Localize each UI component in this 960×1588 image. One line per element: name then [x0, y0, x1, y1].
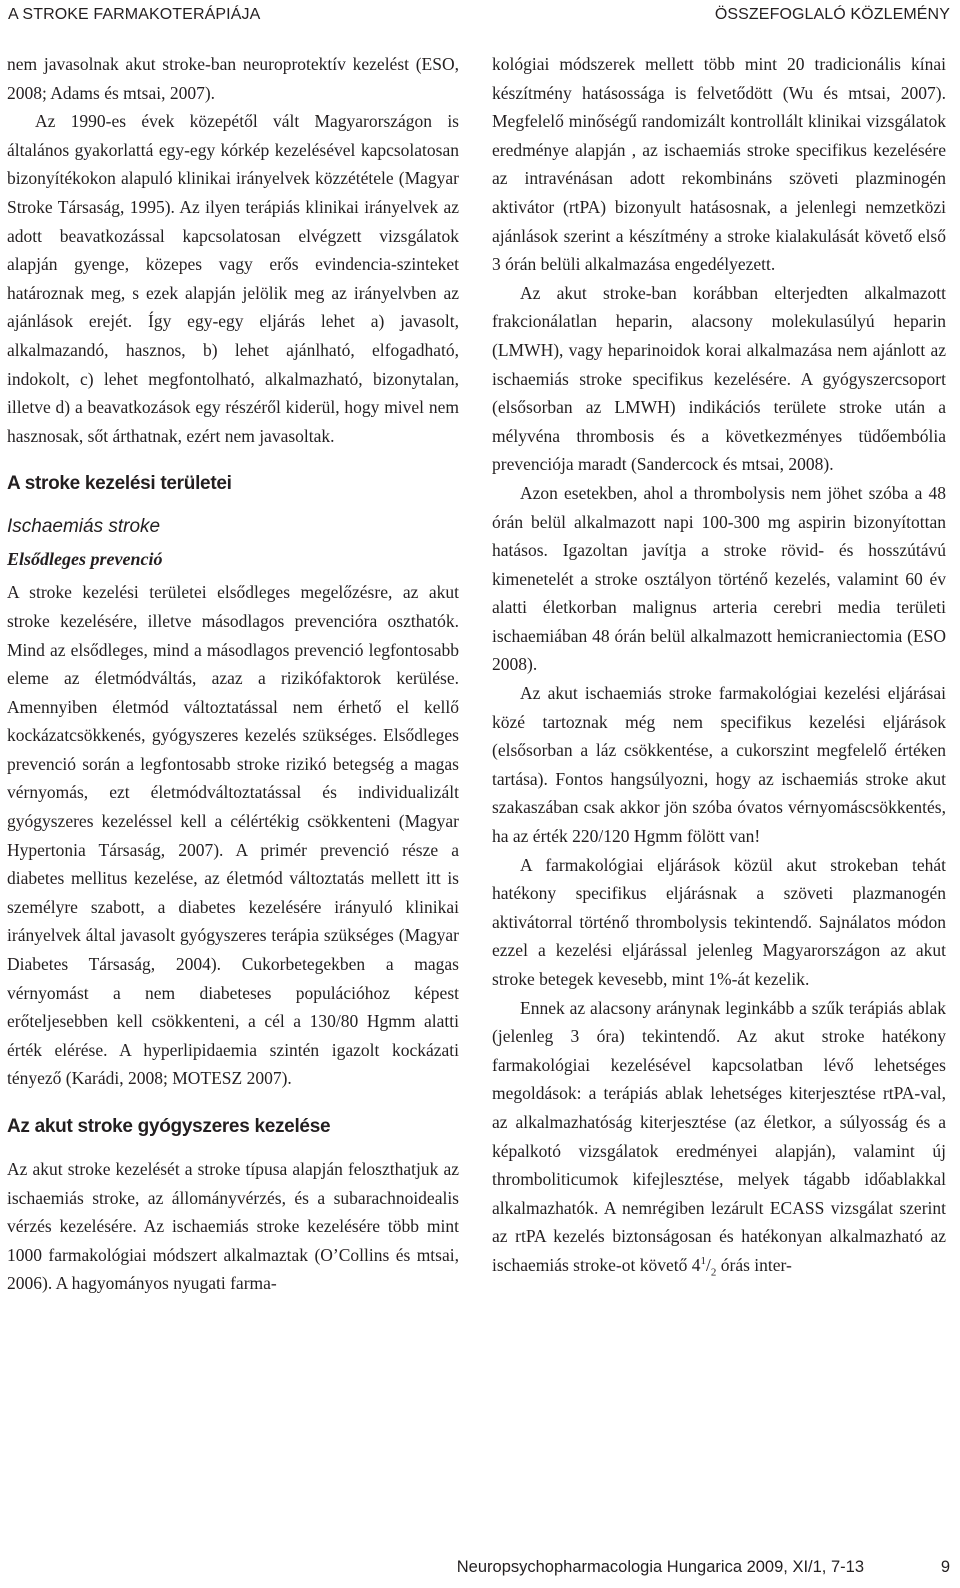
page-number: 9: [940, 1558, 950, 1576]
running-head-right: ÖSSZEFOGLALÓ KÖZLEMÉNY: [714, 6, 950, 23]
paragraph: A farmakológiai eljárások közül akut strokeban tehát hatékony specifikus eljárásnak a szöveti plazmanogén aktivátorral történő thrombolysis tekintendő. Sajnálatos módon ezzel a kezelési eljárással jelenleg Magyarországon az akut stroke betegek kevesebb, mint 1%-át kezelik.: [492, 854, 946, 989]
paragraph: Az akut ischaemiás stroke farmakológiai kezelési eljárásai közé tartoznak még nem specifikus kezelési eljárások (elsősorban a láz csökkentése, a cukorszint megfelelő értéken tartása). Fontos hangsúlyozni, hogy az ischaemiás stroke akut szakaszában csak akkor jön szóba óvatos vérnyomáscsökkentés, ha az érték 220/120 Hgmm fölött van!: [492, 683, 946, 847]
paragraph: [492, 994, 946, 1280]
paragraph-text: Ennek az alacsony aránynak leginkább a szűk terápiás ablak (jelenleg 3 óra) tekintendő. Az akut stroke hatékony farmakológiai kezelésével kapcsolatban lévő lehetséges megoldások: a terápiás ablak lehetséges kiterjesztése rtPA-val, az alkalmazhatóság kiterjesztése (az életkor, a súlyosság és a képalkotó vizsgálatok eredményei alapján), valamint új thromboliticumok kifejlesztése, melyek tágabb időablakkal alkalmazhatók. A nemrégiben lezárult ECASS vizsgálat szerint az rtPA kezelés biztonságosan és hatékonyan alkalmazható az ischaemiás stroke-ot követő 4: [492, 997, 946, 1275]
paragraph: kológiai módszerek mellett több mint 20 tradicionális kínai készítmény hatásossága is felvetődött (Wu és mtsai, 2007). Megfelelő minőségű randomizált kontrollált klinikai vizsgálatok eredménye alapján , az ischaemiás stroke specifikus kezelésére az intravénásan adott rekombináns szöveti plazminogén aktivátor (rtPA) bizonyult hatásosnak, a jelenlegi nemzetközi ajánlások szerint a készítmény a stroke kialakulását követő első 3 órán belüli alkalmazása engedélyezett.: [492, 54, 946, 275]
section-heading-acute-stroke-drug-treatment: Az akut stroke gyógyszeres kezelése: [7, 1116, 331, 1137]
section-heading-treatment-areas: A stroke kezelési területei: [7, 473, 232, 495]
fraction-slash: /: [706, 1254, 711, 1275]
fraction-denominator: 2: [710, 1266, 717, 1279]
paragraph: Az akut stroke-ban korábban elterjedten alkalmazott frakcionálatlan heparin, alacsony molekulasúlyú heparin (LMWH), vagy heparinoidok korai alkalmazása nem ajánlott az ischaemiás stroke specifikus kezelésére. A gyógyszercsoport (elsősorban az LMWH) indikációs területe stroke után a mélyvéna thrombosis és a következményes tüdőembólia prevenciója maradt (Sandercock és mtsai, 2008).: [492, 282, 946, 475]
journal-citation: Neuropsychopharmacologia Hungarica 2009, XI/1, 7-13: [456, 1558, 864, 1576]
left-column: [7, 50, 459, 1298]
paragraph: nem javasolnak akut stroke-ban neuroprotektív kezelést (ESO, 2008; Adams és mtsai, 2007).: [7, 54, 459, 103]
running-head-left: A STROKE FARMAKOTERÁPIÁJA: [8, 6, 261, 23]
right-column: [492, 50, 946, 1280]
subsection-heading-ischaemic-stroke: Ischaemiás stroke: [7, 516, 161, 538]
paragraph: Az 1990-es évek közepétől vált Magyarországon is általános gyakorlattá egy-egy kórkép kezelésével kapcsolatosan bizonyítékokon alapuló klinikai irányelvek közzététele (Magyar Stroke Társaság, 1995). Az ilyen terápiás klinikai irányelvek az adott beavatkozással kapcsolatosan elvégzett vizsgálatok alapján gyenge, közepes vagy erős evindencia-szinteket határoznak meg, s ezek alapján jelölik meg az irányelvben az ajánlások erejét. Így egy-egy eljárás lehet a) javasolt, alkalmazandó, hasznos, b) lehet ajánlható, elfogadható, indokolt, c) lehet megfontolható, alkalmazható, bizonytalan, illetve d) a beavatkozások egy részéről kiderül, hogy mivel nem hasznosak, sőt árthatnak, ezért nem javasoltak.: [7, 111, 459, 446]
paragraph: A stroke kezelési területei elsődleges megelőzésre, az akut stroke kezelésére, illetve másodlagos prevencióra oszthatók. Mind az elsődleges, mind a másodlagos prevenció legfontosabb eleme az életmódváltás, azaz a rizikófaktorok kerülése. Amennyiben életmód változtatással nem érhető el kellő kockázatcsökkenés, gyógyszeres kezelés szükséges. Elsődleges prevenció során a legfontosabb stroke rizikó betegség a magas vérnyomás, ezt életmódváltoztatással és individualizált gyógyszeres kezeléssel kell a célértékig csökkenteni (Magyar Hypertonia Társaság, 2007). A primér prevenció része a diabetes mellitus kezelése, az életmód változtatás mellett itt is személyre szabott, a diabetes kezelésére irányuló klinikai irányelvek által javasolt gyógyszeres terápia szükséges (Magyar Diabetes Társaság, 2004). Cukorbetegekben a magas vérnyomást a nem diabeteses populációhoz képest erőteljesebben kell csökkenteni, a cél a 130/80 Hgmm alatti érték elérése. A hyperlipidaemia szintén igazolt kockázati tényező (Karádi, 2008; MOTESZ 2007).: [7, 582, 459, 1089]
paragraph: Azon esetekben, ahol a thrombolysis nem jöhet szóba a 48 órán belül alkalmazott napi 100-300 mg aspirin bizonyítottan hatásos. Igazoltan javítja a stroke rövid- és hosszútávú kimenetelét a stroke osztályon történő kezelés, valamint 60 év alatti életkorban malignus arteria cerebri media területi ischaemiában 48 órán belül alkalmazott hemicraniectomia (ESO 2008).: [492, 482, 946, 675]
paragraph-text-end: órás inter-: [716, 1254, 792, 1275]
subsubsection-heading-primary-prevention: Elsődleges prevenció: [7, 549, 163, 570]
paragraph: Az akut stroke kezelését a stroke típusa alapján feloszthatjuk az ischaemiás stroke, az állományvérzés, és a subarachnoidealis vérzés kezelésére. Az ischaemiás stroke kezelésére több mint 1000 farmakológiai módszert alkalmaztak (O’Collins és mtsai, 2006). A hagyományos nyugati farma-: [7, 1159, 459, 1294]
fraction-numerator: 1: [700, 1255, 706, 1268]
